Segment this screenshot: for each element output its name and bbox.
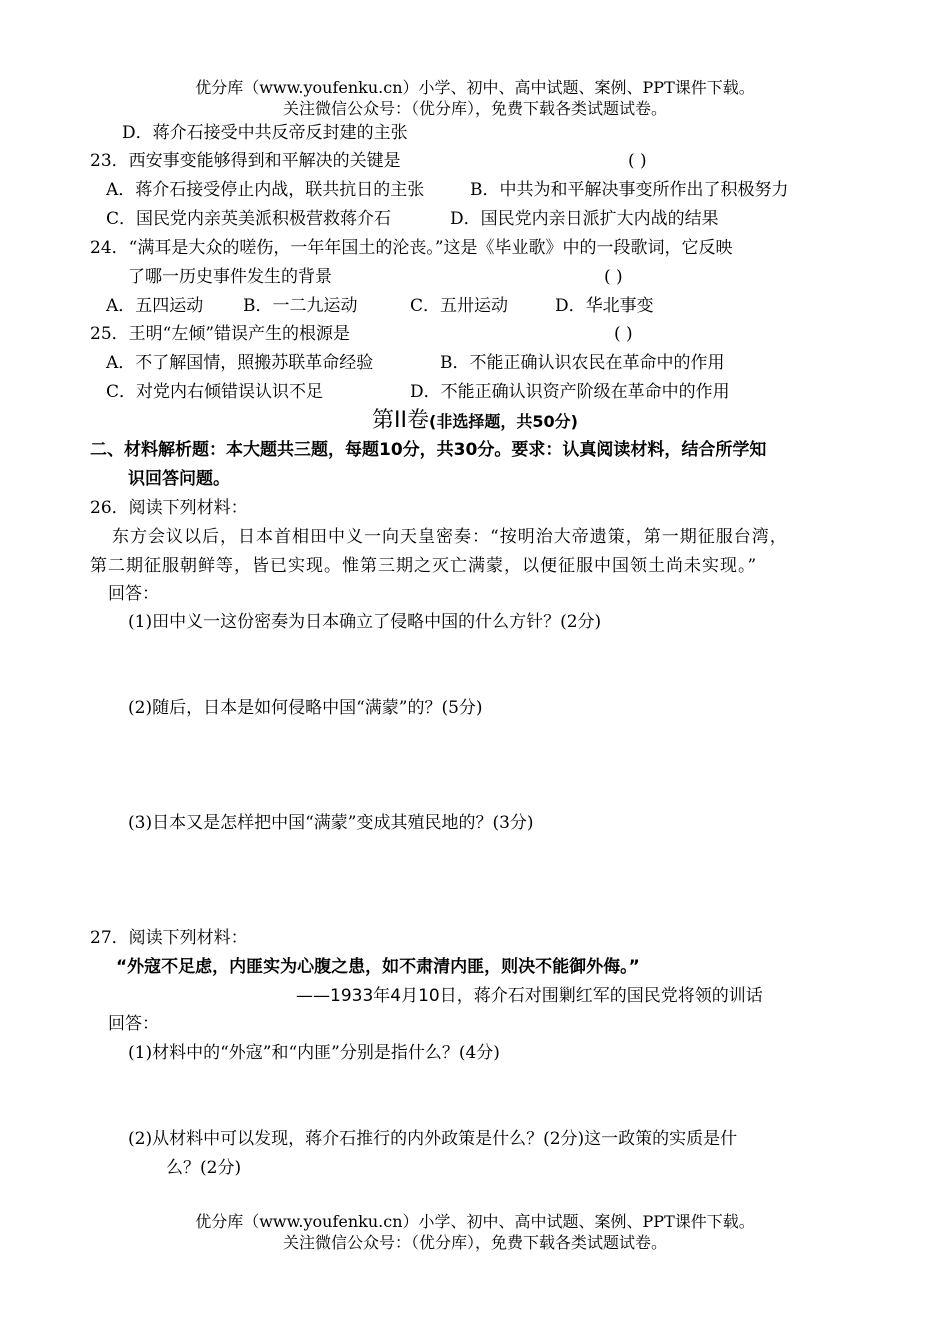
q26-answer-label: 回答： bbox=[108, 584, 159, 604]
q24-option-a: A．五四运动 bbox=[106, 296, 204, 316]
q27-answer-label: 回答： bbox=[108, 1014, 159, 1034]
page-header-line-1: 优分库（www.youfenku.cn）小学、初中、高中试题、案例、PPT课件下载。 bbox=[195, 78, 755, 97]
page-footer-line-2: 关注微信公众号：（优分库），免费下载各类试题试卷。 bbox=[282, 1233, 667, 1252]
q23-stem: 23．西安事变能够得到和平解决的关键是 bbox=[90, 151, 401, 171]
q27-stem: 27．阅读下列材料： bbox=[90, 928, 248, 948]
q26-subquestion-2: (2)随后，日本是如何侵略中国“满蒙”的？(5分) bbox=[128, 698, 483, 718]
q24-option-d: D．华北事变 bbox=[555, 296, 654, 316]
q23-option-c: C．国民党内亲英美派积极营救蒋介石 bbox=[106, 209, 392, 229]
q25-option-b: B．不能正确认识农民在革命中的作用 bbox=[440, 353, 725, 373]
section-2-subtitle: (非选择题，共50分) bbox=[429, 412, 578, 431]
q26-subquestion-1: (1)田中义一这份密奏为日本确立了侵略中国的什么方针？(2分) bbox=[128, 612, 602, 632]
q23-answer-paren: ( ) bbox=[628, 151, 647, 171]
q27-subquestion-2-line-2: 么？(2分) bbox=[166, 1158, 242, 1178]
q22-option-d: D．蒋介石接受中共反帝反封建的主张 bbox=[122, 123, 408, 143]
q25-option-d: D．不能正确认识资产阶级在革命中的作用 bbox=[410, 382, 730, 402]
section-2-heading-line-2: 识回答问题。 bbox=[128, 469, 230, 489]
section-2-title bbox=[0, 407, 950, 436]
q23-option-d: D．国民党内亲日派扩大内战的结果 bbox=[450, 209, 719, 229]
page-header-line-2: 关注微信公众号：（优分库），免费下载各类试题试卷。 bbox=[282, 99, 667, 118]
q26-subquestion-3: (3)日本又是怎样把中国“满蒙”变成其殖民地的？(3分) bbox=[128, 813, 534, 833]
q27-subquestion-2-line-1: (2)从材料中可以发现，蒋介石推行的内外政策是什么？(2分)这一政策的实质是什 bbox=[128, 1129, 738, 1149]
q27-quote-source: ——1933年4月10日，蒋介石对围剿红军的国民党将领的训话 bbox=[296, 986, 763, 1006]
q26-material-line-1: 东方会议以后，日本首相田中义一向天皇密奏：“按明治大帝遗策，第一期征服台湾， bbox=[112, 527, 788, 547]
section-2-title-text: 第II卷 bbox=[372, 408, 430, 433]
q24-option-b: B．一二九运动 bbox=[243, 296, 358, 316]
q25-stem: 25．王明“左倾”错误产生的根源是 bbox=[90, 324, 351, 344]
q25-option-c: C．对党内右倾错误认识不足 bbox=[106, 382, 324, 402]
q26-material-line-2: 第二期征服朝鲜等，皆已实现。惟第三期之灭亡满蒙，以便征服中国领土尚未实现。” bbox=[90, 556, 758, 576]
q24-stem-line-2: 了哪一历史事件发生的背景 bbox=[128, 267, 332, 287]
q23-option-b: B．中共为和平解决事变所作出了积极努力 bbox=[470, 180, 789, 200]
q24-answer-paren: ( ) bbox=[604, 267, 623, 287]
q23-option-a: A．蒋介石接受停止内战，联共抗日的主张 bbox=[106, 180, 425, 200]
q25-option-a: A．不了解国情，照搬苏联革命经验 bbox=[106, 353, 374, 373]
q24-option-c: C．五卅运动 bbox=[410, 296, 509, 316]
q24-stem-line-1: 24．“满耳是大众的嗟伤，一年年国土的沦丧。”这是《毕业歌》中的一段歌词，它反映 bbox=[90, 238, 733, 258]
section-2-heading-line-1: 二、材料解析题：本大题共三题，每题10分，共30分。要求：认真阅读材料，结合所学知 bbox=[90, 440, 767, 460]
q26-stem: 26．阅读下列材料： bbox=[90, 498, 248, 518]
q27-subquestion-1: (1)材料中的“外寇”和“内匪”分别是指什么？(4分) bbox=[128, 1043, 500, 1063]
page-footer-line-1: 优分库（www.youfenku.cn）小学、初中、高中试题、案例、PPT课件下载。 bbox=[195, 1212, 755, 1231]
q27-quote: “外寇不足虑，内匪实为心腹之患，如不肃清内匪，则决不能御外侮。” bbox=[116, 957, 640, 977]
q25-answer-paren: ( ) bbox=[614, 324, 633, 344]
